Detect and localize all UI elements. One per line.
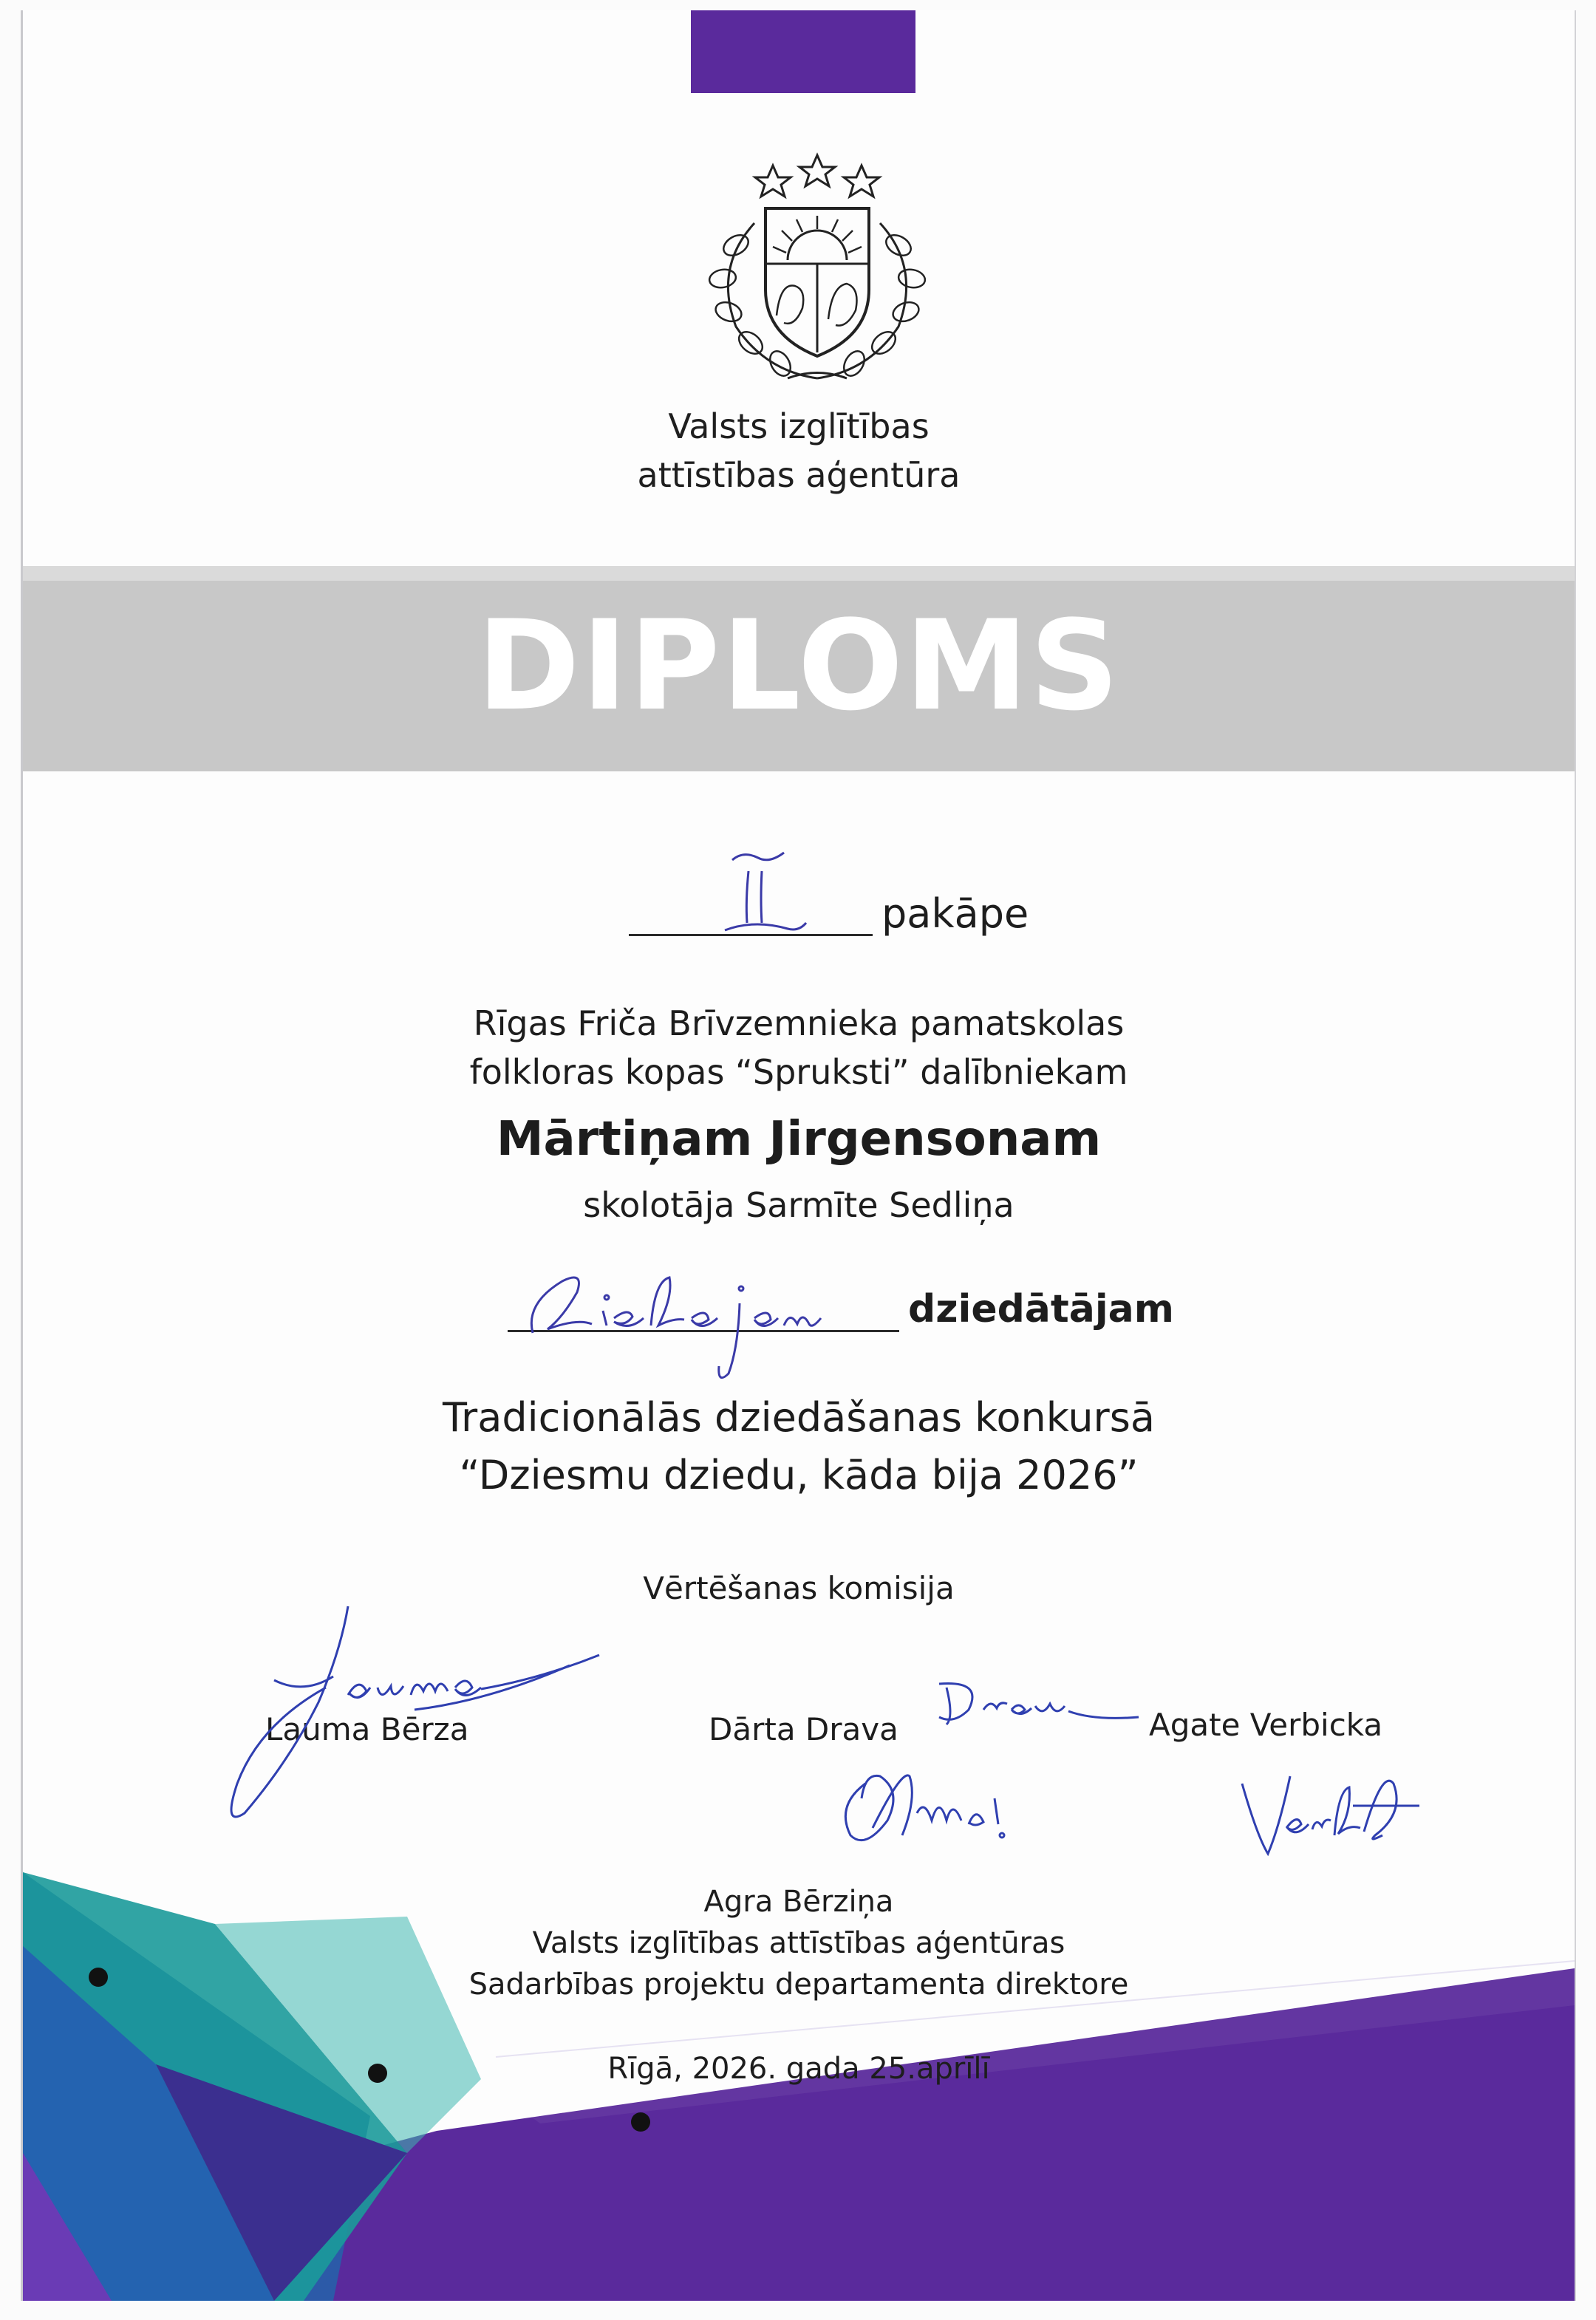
diploma-title: DIPLOMS <box>477 593 1121 738</box>
diploma-sheet <box>21 10 1576 2301</box>
committee-label: Vērtēšanas komisija <box>643 1570 955 1606</box>
competition-line-1: Tradicionālās dziedāšanas konkursā <box>443 1394 1155 1441</box>
place-and-date: Rīgā, 2026. gada 25.aprīlī <box>607 2052 990 2086</box>
teacher-name: skolotāja Sarmīte Sedliņa <box>583 1185 1014 1225</box>
director-name: Agra Bērziņa <box>703 1885 894 1919</box>
award-label: dziedātājam <box>908 1287 1174 1331</box>
committee-member-1: Lauma Bērza <box>265 1711 469 1747</box>
recipient-intro-line-1: Rīgas Friča Brīvzemnieka pamatskolas <box>473 1003 1125 1043</box>
recipient-intro-line-2: folkloras kopas “Spruksti” dalībniekam <box>469 1052 1128 1092</box>
committee-member-2: Dārta Drava <box>709 1711 898 1747</box>
committee-member-3: Agate Verbicka <box>1149 1707 1383 1743</box>
agency-line-2: attīstības aģentūra <box>637 455 961 495</box>
director-title-line-2: Sadarbības projektu departamenta direktore <box>468 1968 1129 2002</box>
degree-label: pakāpe <box>881 890 1029 937</box>
agency-line-1: Valsts izglītības <box>668 406 930 446</box>
recipient-name: Mārtiņam Jirgensonam <box>496 1112 1102 1167</box>
competition-line-2: “Dziesmu dziedu, kāda bija 2026” <box>459 1452 1139 1498</box>
director-title-line-1: Valsts izglītības attīstības aģentūras <box>532 1926 1065 1960</box>
